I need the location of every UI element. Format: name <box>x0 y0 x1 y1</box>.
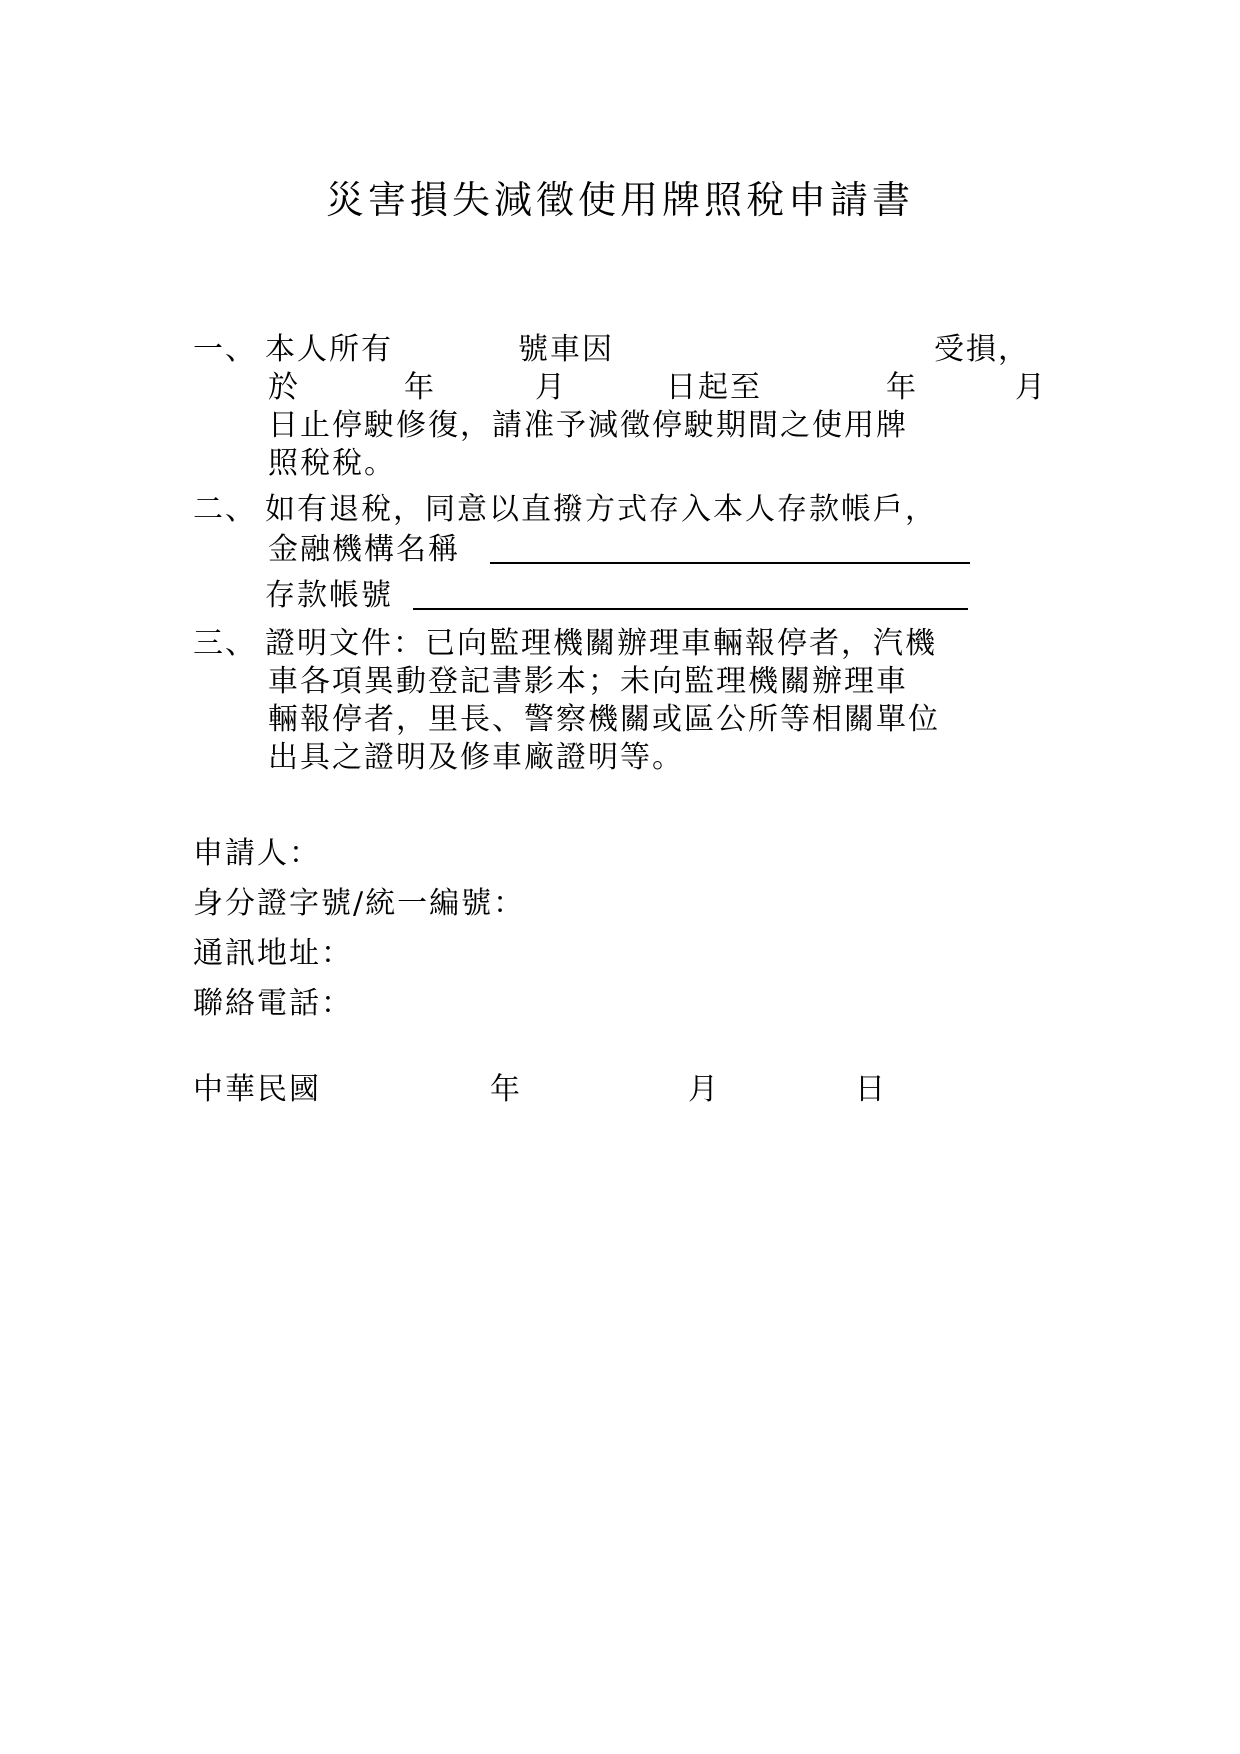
item1-line2-year1: 年 <box>404 370 436 405</box>
item1-line2-from: 於 <box>268 370 300 405</box>
item1-line2-month1: 月 <box>535 370 567 405</box>
item1-line2-year2: 年 <box>886 370 918 405</box>
applicant-phone-label: 聯絡電話： <box>193 986 353 1021</box>
document-title: 災害損失減徵使用牌照稅申請書 <box>325 178 914 222</box>
item3-line4: 出具之證明及修車廠證明等。 <box>268 740 684 775</box>
item1-line2-day-until: 日起至 <box>666 370 762 405</box>
item1-text-plate: 號車因 <box>518 332 614 367</box>
item3-line3: 輛報停者，里長、警察機關或區公所等相關單位 <box>268 702 940 737</box>
item3-line1: 證明文件：已向監理機關辦理車輛報停者，汽機 <box>265 626 937 661</box>
bank-name-label: 金融機構名稱 <box>268 532 460 567</box>
item1-line2-month2: 月 <box>1015 370 1047 405</box>
bank-name-underline <box>490 562 970 564</box>
item3-line2: 車各項異動登記書影本；未向監理機關辦理車 <box>268 664 908 699</box>
account-number-label: 存款帳號 <box>265 578 393 613</box>
applicant-id-label: 身分證字號/統一編號： <box>193 886 526 921</box>
item1-prefix: 一、 <box>193 332 257 367</box>
item2-line1: 如有退稅，同意以直撥方式存入本人存款帳戶， <box>265 492 937 527</box>
date-year: 年 <box>490 1072 522 1107</box>
item1-text-damaged: 受損， <box>934 332 1030 367</box>
account-number-underline <box>413 608 968 610</box>
date-era: 中華民國 <box>193 1072 321 1107</box>
item1-text-owner: 本人所有 <box>265 332 393 367</box>
date-day: 日 <box>855 1072 887 1107</box>
applicant-name-label: 申請人： <box>193 836 321 871</box>
item1-line4: 照稅稅。 <box>268 446 396 481</box>
item1-line3: 日止停駛修復，請准予減徵停駛期間之使用牌 <box>268 408 908 443</box>
applicant-address-label: 通訊地址： <box>193 936 353 971</box>
item3-prefix: 三、 <box>193 626 257 661</box>
item2-prefix: 二、 <box>193 492 257 527</box>
date-month: 月 <box>688 1072 720 1107</box>
